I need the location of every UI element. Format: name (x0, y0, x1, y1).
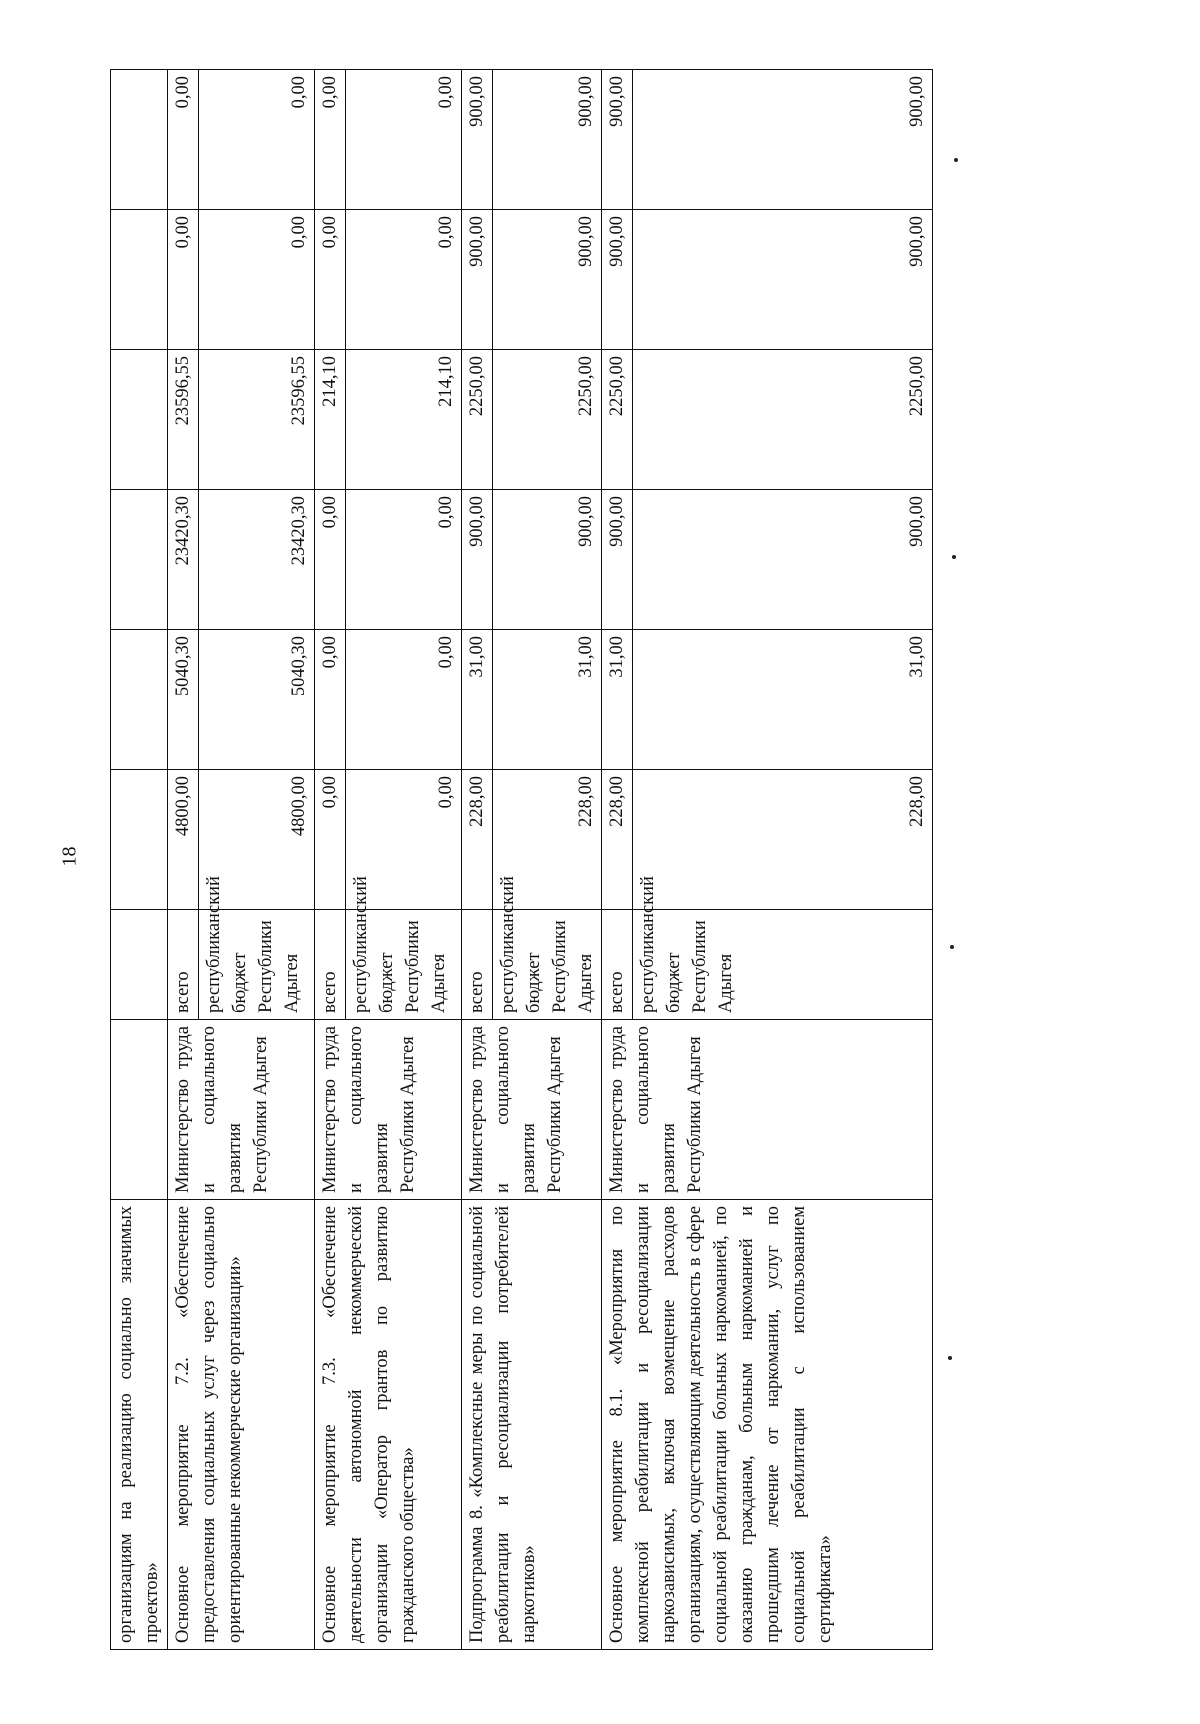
value-cell: 0,00 (315, 490, 346, 630)
value-cell: 4800,00 (168, 770, 199, 910)
value-cell: 31,00 (602, 630, 633, 770)
value-cell: 0,00 (168, 70, 199, 210)
value-cell (111, 210, 168, 350)
table-row (111, 70, 168, 1650)
value-cell: 228,00 (493, 770, 602, 910)
value-cell: 23596,55 (168, 350, 199, 490)
value-cell: 900,00 (602, 490, 633, 630)
table-row (168, 70, 199, 1650)
value-cell: 0,00 (346, 210, 462, 350)
value-cell: 900,00 (462, 70, 493, 210)
value-cell: 900,00 (493, 70, 602, 210)
value-cell: 23596,55 (199, 350, 315, 490)
value-cell: 228,00 (633, 770, 933, 910)
value-cell: 228,00 (462, 770, 493, 910)
value-cell (111, 490, 168, 630)
value-cell: 0,00 (346, 630, 462, 770)
value-cell: 31,00 (462, 630, 493, 770)
source-budget-label: республиканский бюджет Республики Адыгея (633, 910, 933, 1020)
measure-name: Основное мероприятие 7.3. «Обеспечение деятельности автономной некоммерческой организации «Оператор грантов по развитию гражданского общества» (315, 1200, 462, 1650)
value-cell: 900,00 (462, 490, 493, 630)
measure-name: Основное мероприятие 7.2. «Обеспечение предоставления социальных услуг через социально ориентированные некоммерческие организации» (168, 1200, 315, 1650)
value-cell: 31,00 (633, 630, 933, 770)
value-cell: 23420,30 (168, 490, 199, 630)
value-cell: 0,00 (315, 770, 346, 910)
table-row (602, 70, 633, 1650)
source-total-label: всего (315, 910, 346, 1020)
value-cell: 0,00 (168, 210, 199, 350)
value-cell: 23420,30 (199, 490, 315, 630)
value-cell: 900,00 (462, 210, 493, 350)
value-cell (111, 630, 168, 770)
source-total-label: всего (462, 910, 493, 1020)
executor: Министерство труда и социального развития Республики Адыгея (315, 1020, 462, 1200)
executor: Министерство труда и социального развития Республики Адыгея (462, 1020, 602, 1200)
value-cell: 0,00 (346, 70, 462, 210)
value-cell: 0,00 (315, 630, 346, 770)
value-cell: 31,00 (493, 630, 602, 770)
measure-name: организациям на реализацию социально значимых проектов» (111, 1200, 168, 1650)
value-cell: 900,00 (493, 490, 602, 630)
value-cell: 900,00 (633, 210, 933, 350)
value-cell: 214,10 (346, 350, 462, 490)
value-cell (111, 770, 168, 910)
value-cell: 5040,30 (199, 630, 315, 770)
value-cell: 0,00 (346, 770, 462, 910)
table-row (315, 70, 346, 1650)
value-cell: 0,00 (199, 210, 315, 350)
value-cell: 900,00 (493, 210, 602, 350)
value-cell: 2250,00 (493, 350, 602, 490)
rotated-page (110, 70, 1060, 1650)
value-cell: 900,00 (602, 70, 633, 210)
value-cell: 0,00 (199, 70, 315, 210)
measure-name: Подпрограмма 8. «Комплексные меры по социальной реабилитации и ресоциализации потребителей наркотиков» (462, 1200, 602, 1650)
source-total-label: всего (602, 910, 633, 1020)
source-budget-label: республиканский бюджет Республики Адыгея (199, 910, 315, 1020)
executor: Министерство труда и социального развития Республики Адыгея (602, 1020, 933, 1200)
source-budget-label: республиканский бюджет Республики Адыгея (346, 910, 462, 1020)
measure-name: Основное мероприятие 8.1. «Мероприятия по комплексной реабилитации и ресоциализации наркозависимых, включая возмещение расходов организациям, осуществляющим деятельность в сфере социальной реабилитации больных наркоманией, по оказанию гражданам, больным наркоманией и прошедшим лечение от наркомании, услуг по социальной реабилитации с использованием сертификата» (602, 1200, 933, 1650)
value-cell: 214,10 (315, 350, 346, 490)
value-cell: 0,00 (346, 490, 462, 630)
source-total-label: всего (168, 910, 199, 1020)
value-cell (111, 350, 168, 490)
value-cell: 900,00 (633, 490, 933, 630)
value-cell: 228,00 (602, 770, 633, 910)
value-cell: 2250,00 (633, 350, 933, 490)
budget-table (110, 69, 933, 1650)
value-cell: 900,00 (633, 70, 933, 210)
executor (111, 1020, 168, 1200)
value-cell: 0,00 (315, 210, 346, 350)
executor: Министерство труда и социального развития Республики Адыгея (168, 1020, 315, 1200)
value-cell (111, 70, 168, 210)
source-label (111, 910, 168, 1020)
value-cell: 0,00 (315, 70, 346, 210)
value-cell: 2250,00 (462, 350, 493, 490)
value-cell: 2250,00 (602, 350, 633, 490)
source-budget-label: республиканский бюджет Республики Адыгея (493, 910, 602, 1020)
value-cell: 900,00 (602, 210, 633, 350)
table-row (462, 70, 493, 1650)
value-cell: 5040,30 (168, 630, 199, 770)
value-cell: 4800,00 (199, 770, 315, 910)
page-number: 18 (58, 846, 81, 867)
